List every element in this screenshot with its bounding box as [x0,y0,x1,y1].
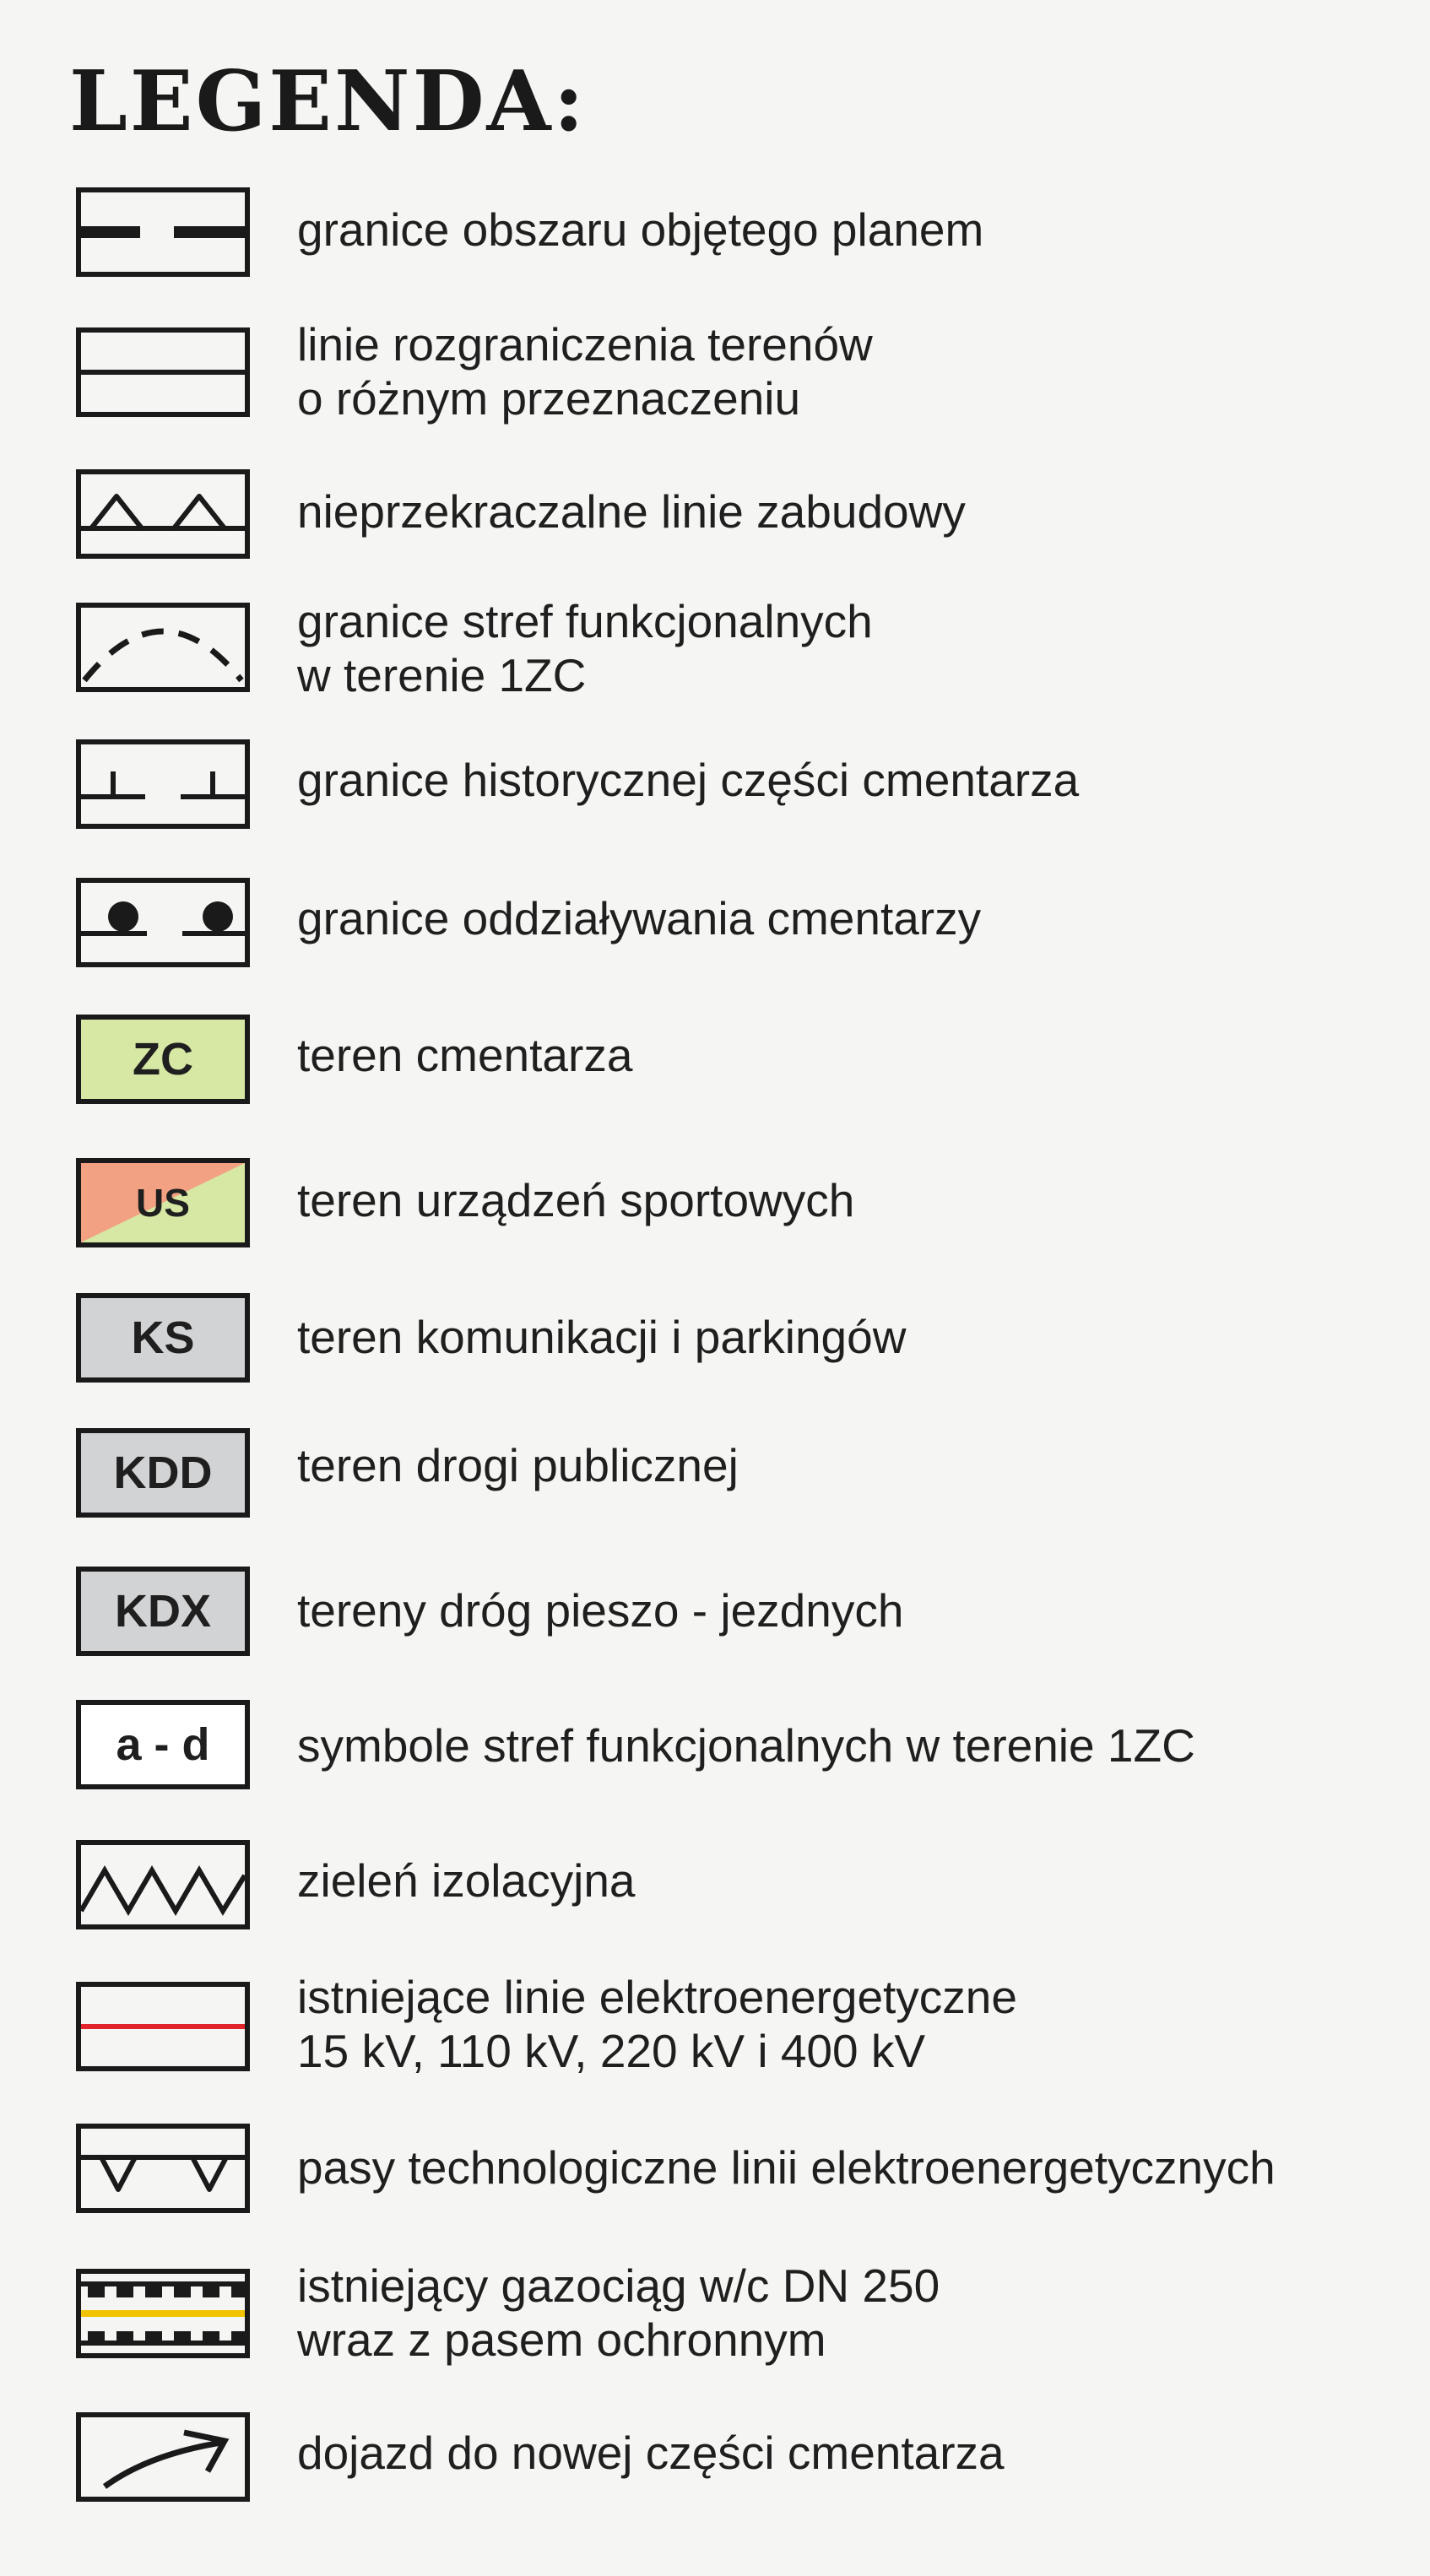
cemetery-area-icon [76,1015,250,1104]
legend-item-label [297,2140,1276,2194]
legend-item-label-line: teren urządzeń sportowych [297,1174,855,1226]
legend-item-label [297,1970,1017,2078]
legend-item-label-line: granice stref funkcjonalnych [297,595,873,647]
plan-boundary-icon [76,187,250,277]
legend-symbol-code: US [136,1181,190,1225]
legend-symbol-code: KDD [113,1448,213,1498]
legend-item-label-line: granice obszaru objętego planem [297,203,984,256]
legend-item-label-line: zieleń izolacyjna [297,1854,636,1907]
legend-item-label-line: tereny dróg pieszo - jezdnych [297,1584,904,1637]
legend-symbol-code: ZC [133,1034,193,1085]
legend-item-label-line: pasy technologiczne linii elektroenergetycznych [297,2141,1276,2194]
legend-symbol-code: a - d [116,1719,210,1770]
legend-item-label [297,1173,854,1227]
legend-item-label-line: w terenie 1ZC [297,649,587,701]
gas-pipeline-icon [76,2269,250,2358]
legend-item-label [297,891,981,945]
legend-item-label [297,2426,1005,2480]
legend-item-label [297,1583,903,1637]
legend-item-label [297,1718,1195,1772]
legend-item-label [297,2259,940,2367]
historic-cemetery-boundary-icon [76,739,250,829]
legend-symbol-code: KDX [114,1586,211,1637]
legend-symbol-code: KS [131,1312,195,1363]
legend-title: LEGENDA: [69,53,587,150]
functional-zone-boundary-icon [76,603,250,692]
pedestrian-road-icon [76,1567,250,1656]
legend-item-label [297,203,983,257]
legend-item-label-line: teren komunikacji i parkingów [297,1311,907,1363]
legend-item-label [297,594,873,702]
legend-item-label-line: istniejący gazociąg w/c DN 250 [297,2259,940,2312]
power-line-icon [76,1982,250,2071]
isolation-greenery-icon [76,1840,250,1929]
legend-item-label [297,317,873,425]
cemetery-impact-boundary-icon [76,878,250,967]
power-line-corridor-icon [76,2124,250,2213]
legend-item-label-line: granice historycznej części cmentarza [297,754,1080,806]
legend-item-label-line: istniejące linie elektroenergetyczne [297,1971,1017,2023]
legend-item-label [297,753,1079,807]
zone-symbols-icon [76,1700,250,1789]
legend-item-label-line: o różnym przeznaczeniu [297,372,801,425]
legend-item-label [297,1438,739,1492]
building-line-icon [76,469,250,559]
legend-item-label [297,484,966,538]
legend-item-label-line: linie rozgraniczenia terenów [297,318,873,371]
public-road-icon [76,1428,250,1518]
legend-item-label-line: 15 kV, 110 kV, 220 kV i 400 kV [297,2025,926,2077]
land-use-boundary-icon [76,327,250,417]
legend-item-label [297,1854,636,1908]
sports-area-icon [76,1158,250,1247]
legend-item-label-line: nieprzekraczalne linie zabudowy [297,485,966,538]
legend-item-label-line: dojazd do nowej części cmentarza [297,2427,1005,2479]
legend-item-label-line: wraz z pasem ochronnym [297,2314,826,2366]
legend-item-label-line: granice oddziaływania cmentarzy [297,892,982,944]
legend-item-label-line: teren cmentarza [297,1029,633,1081]
legend-item-label [297,1310,906,1364]
cemetery-access-arrow-icon [76,2412,250,2502]
legend-item-label [297,1028,632,1082]
communication-parking-icon [76,1293,250,1383]
legend-item-label-line: symbole stref funkcjonalnych w terenie 1ZC [297,1719,1195,1772]
legend-item-label-line: teren drogi publicznej [297,1439,739,1491]
